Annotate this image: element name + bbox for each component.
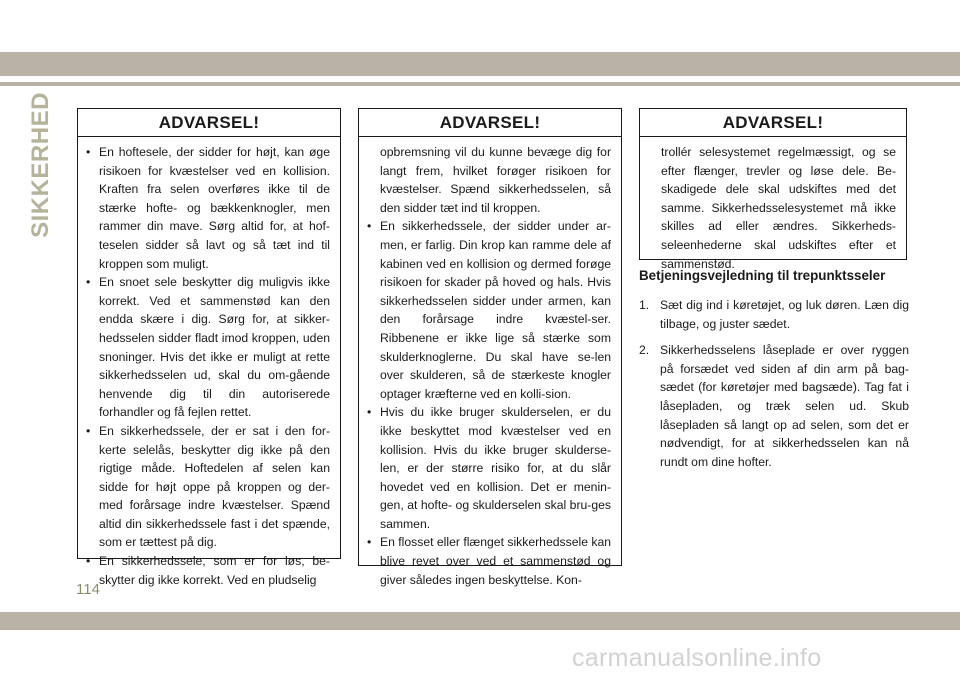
warning-heading: ADVARSEL! xyxy=(359,109,621,137)
instruction-step xyxy=(639,341,909,471)
warning-item: • En sikkerhedssele, der sidder under ar-men, er farlig. Din krop kan ramme dele af kabinen ved en kollision og dermed forøge risikoen for skader på hoved og hals. Hvis sikkerhedsselen sidder under armen, kan den forårsage indre kvæstel-ser. Ribbenene er ikke lige så stærke som skulderknoglerne. Du skal have se-len over skulderen, så de stærkeste knogler optager kræfterne ved en kolli-sion. xyxy=(367,217,611,403)
page-number: 114 xyxy=(76,581,100,598)
warning-item: • En hoftesele, der sidder for højt, kan øge risikoen for kvæstelser ved en kollision. Kraften fra selen overføres ikke til de stærke hofte- og bækkenknogler, men rammer din mave. Sørg altid for, at hof-teselen sidder så lavt og så tæt ind til kroppen som muligt. xyxy=(86,143,330,273)
header-rule xyxy=(0,82,960,86)
warning-body xyxy=(78,137,340,593)
warning-box-3 xyxy=(639,108,907,271)
section-tab-label: SIKKERHED xyxy=(27,92,55,238)
instruction-steps xyxy=(639,296,909,479)
step-number: 1. xyxy=(639,298,650,312)
warning-body xyxy=(640,137,906,277)
warning-item: • En sikkerhedssele, som er for løs, be-skytter dig ikke korrekt. Ved en pludselig xyxy=(86,552,330,589)
section-tab xyxy=(26,92,56,238)
step-number: 2. xyxy=(639,343,650,358)
warning-heading: ADVARSEL! xyxy=(640,109,906,137)
warning-item: • En flosset eller flænget sikkerhedssele kan blive revet over ved et sammenstød og giver således ingen beskyttelse. Kon- xyxy=(367,533,611,589)
warning-continuation: trollér selesystemet regelmæssigt, og se efter flænger, trevler og løse dele. Be-skadigede dele skal udskiftes med det samme. Sikkerhedsselesystemet må ikke skilles ad eller ændres. Sikkerheds-seleenhederne skal udskiftes efter et sammenstød. xyxy=(661,145,896,271)
warning-item: • En sikkerhedssele, der er sat i den for-kerte selelås, beskytter dig ikke på den rigtige måde. Hoftedelen af selen kan sidde for højt oppe på kroppen og der-med forårsage indre kvæstelser. Spænd altid din sikkerhedssele fast i det spænde, som er tættest på dig. xyxy=(86,422,330,552)
instructions-title: Betjeningsvejledning til trepunktsseler xyxy=(639,268,886,283)
warning-box-1 xyxy=(77,108,341,587)
instruction-step xyxy=(639,296,909,333)
warning-item: • En snoet sele beskytter dig muligvis ikke korrekt. Ved et sammenstød kan den endda skære i dig. Sørg for, at sikker-hedsselen sidder fladt imod kroppen, uden snoninger. Hvis det ikke er muligt at rette sikkerhedsselen ud, skal du om-gående henvende dig til din autoriserede forhandler og få fejlen rettet. xyxy=(86,273,330,422)
warning-heading: ADVARSEL! xyxy=(78,109,340,137)
step-text: Sæt dig ind i køretøjet, og luk døren. Læn dig tilbage, og juster sædet. xyxy=(660,298,909,331)
warning-box-2 xyxy=(358,108,622,587)
header-band xyxy=(0,52,960,76)
watermark: carmanualsonline.info xyxy=(572,644,822,672)
warning-item: • Hvis du ikke bruger skulderselen, er du ikke beskyttet mod kvæstelser ved en kollision. Hvis du ikke bruger skulderse-len, er der større risiko for, at du slår hovedet ved en kollision. Det er menin-gen, at hofte- og skulderselen skal bru-ges sammen. xyxy=(367,403,611,533)
warning-body xyxy=(359,137,621,593)
footer-band xyxy=(0,612,960,630)
warning-continuation: opbremsning vil du kunne bevæge dig for langt frem, hvilket forøger risikoen for kvæstelser. Spænd sikkerhedsselen, så den sidder tæt ind til kroppen. xyxy=(380,145,611,215)
step-text: Sikkerhedsselens låseplade er over ryggen på forsædet ved siden af din arm på bag-sædet (for køretøjer med bagsæde). Tag fat i låsepladen, og træk selen ud. Skub låsepladen så langt op ad selen, som det er nødvendigt, for at sikkerhedsselen kan nå rundt om dine hofter. xyxy=(660,343,909,469)
